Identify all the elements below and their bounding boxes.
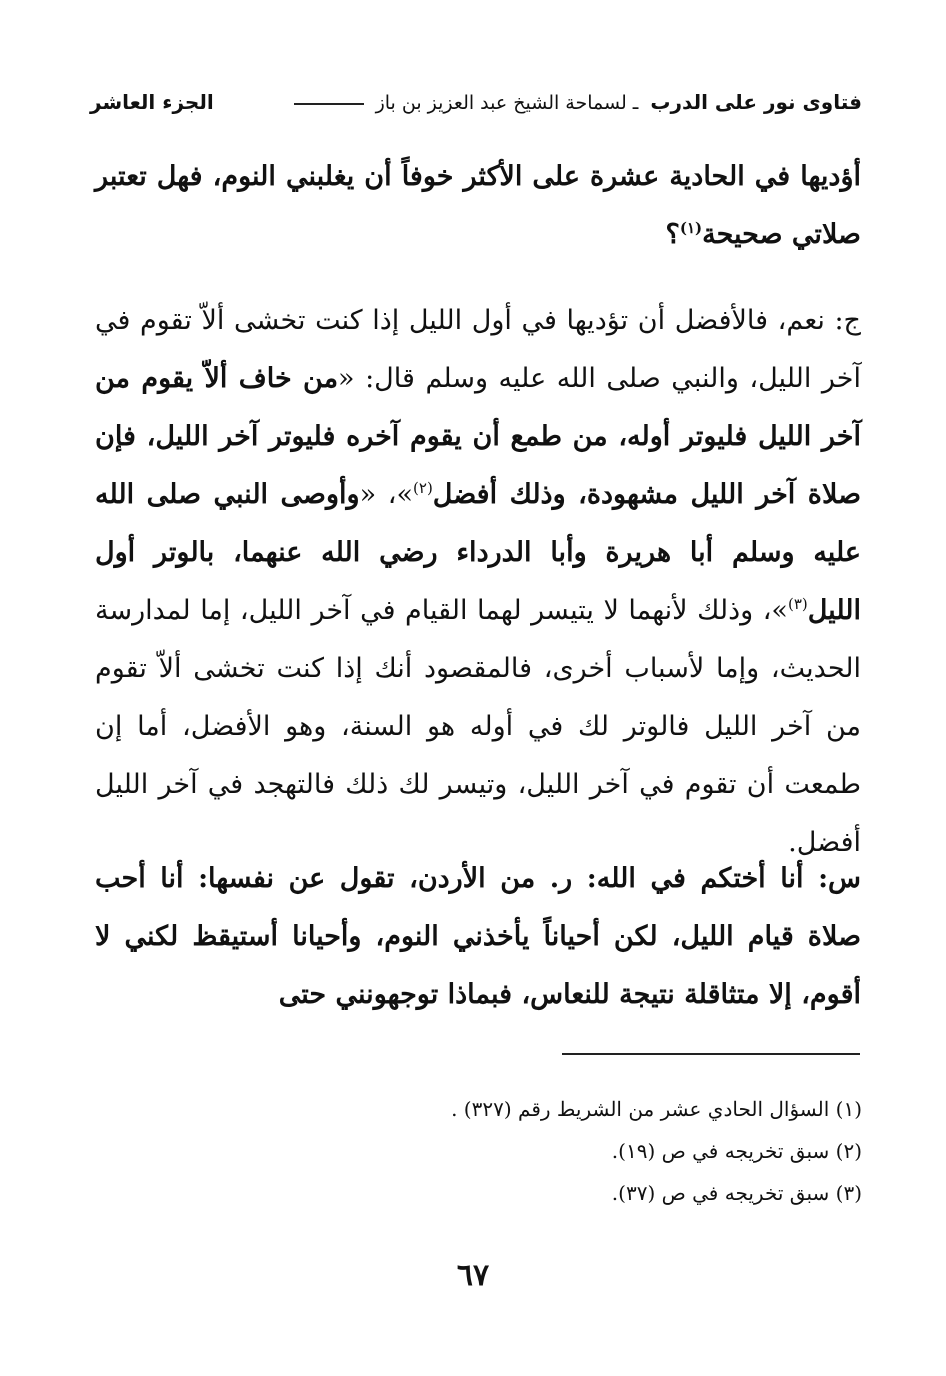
footnote-2: (٢) سبق تخريجه في ص (١٩).: [611, 1139, 862, 1163]
footnote-3: (٣) سبق تخريجه في ص (٣٧).: [611, 1181, 862, 1205]
footnote-ref-2: (٢): [413, 479, 433, 497]
answer-paragraph: [95, 292, 861, 872]
question2-text: س: أنا أختكم في الله: ر. من الأردن، تقول عن نفسها: أنا أحب صلاة قيام الليل، لكن أحياناً يأخذني النوم، وأحيانا أستيقظ لكني لا أقوم، إلا متثاقلة نتيجة للنعاس، فبماذا توجهونني حتى: [95, 863, 861, 1010]
question-paragraph: [95, 850, 861, 1024]
header-book-title: فتاوى نور على الدرب: [650, 90, 862, 114]
header-part: الجزء العاشر: [90, 90, 214, 114]
hadith-quote-1: من خاف ألاّ يقوم من آخر الليل فليوتر أوله، من طمع أن يقوم آخره فليوتر آخر الليل، فإن صلاة آخر الليل مشهودة، وذلك أفضل: [95, 363, 861, 510]
page-number: ٦٧: [456, 1258, 490, 1293]
question-continuation: [95, 148, 861, 264]
footnotes: [400, 1088, 862, 1214]
footnote-ref-3: (٣): [787, 595, 808, 613]
question-text: أؤديها في الحادية عشرة على الأكثر خوفاً أن يغلبني النوم، فهل تعتبر صلاتي صحيحة: [95, 161, 861, 250]
question-end: ؟: [665, 219, 680, 250]
answer-mid: »، «: [359, 479, 414, 510]
footnote-separator: [562, 1053, 860, 1055]
running-header: [90, 90, 862, 132]
header-author: ـ لسماحة الشيخ عبد العزيز بن باز: [375, 92, 639, 114]
answer-rest: »، وذلك لأنهما لا يتيسر لهما القيام في آخر الليل، إما لمدارسة الحديث، وإما لأسباب أخرى، فالمقصود أنك إذا كنت تخشى ألاّ تقوم من آخر الليل فالوتر لك في أوله هو السنة، وهو الأفضل، أما إن طمعت أن تقوم في آخر الليل، وتيسر لك ذلك فالتهجد في آخر الليل أفضل.: [95, 595, 861, 858]
footnote-ref-1: (١): [679, 219, 703, 237]
answer-intro: ج: نعم، فالأفضل أن تؤديها في أول الليل إذا كنت تخشى ألاّ تقوم في آخر الليل، والنبي صلى الله عليه وسلم قال: «: [95, 305, 861, 394]
footnote-1: (١) السؤال الحادي عشر من الشريط رقم (٣٢٧) .: [451, 1097, 862, 1121]
hadith-quote-2: وأوصى النبي صلى الله عليه وسلم أبا هريرة وأبا الدرداء رضي الله عنهما، بالوتر أول الليل: [95, 479, 861, 626]
header-rule: [294, 103, 364, 105]
